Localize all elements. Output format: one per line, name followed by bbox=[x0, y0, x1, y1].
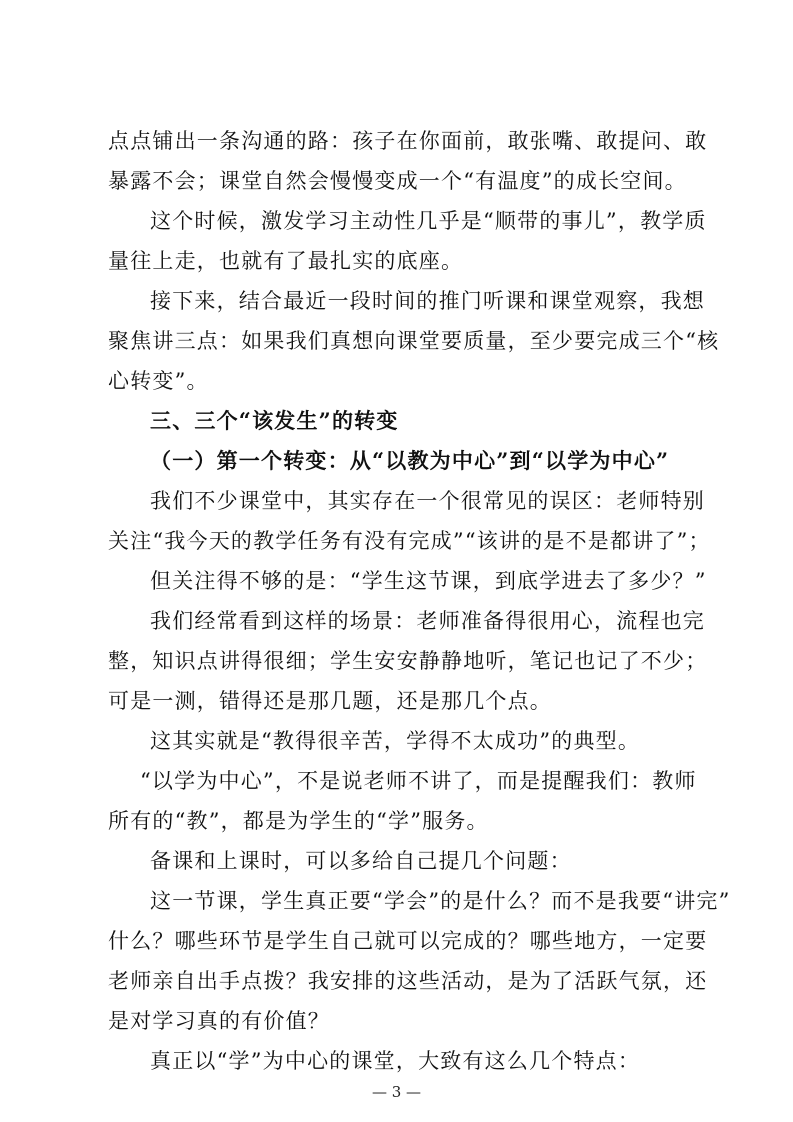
text-line: 老师亲自出手点拨？我安排的这些活动，是为了活跃气氛，还 bbox=[108, 969, 708, 993]
text-line: 真正以“学”为中心的课堂，大致有这么几个特点： bbox=[150, 1049, 641, 1073]
text-line: 这个时候，激发学习主动性几乎是“顺带的事儿”，教学质 bbox=[150, 209, 707, 233]
text-line: 什么？哪些环节是学生自己就可以完成的？哪些地方，一定要 bbox=[108, 929, 708, 953]
text-line: 这其实就是“教得很辛苦，学得不太成功”的典型。 bbox=[150, 729, 641, 753]
text-line: 是对学习真的有价值？ bbox=[108, 1009, 330, 1033]
section-heading: 三、三个“该发生”的转变 bbox=[150, 408, 399, 433]
text-line: 但关注得不够的是：“学生这节课，到底学进去了多少？” bbox=[150, 569, 707, 593]
text-line: 心转变”。 bbox=[108, 369, 209, 393]
text-line: 可是一测，错得还是那几题，还是那几个点。 bbox=[108, 689, 552, 713]
text-line: 我们经常看到这样的场景：老师准备得很用心，流程也完 bbox=[150, 609, 705, 633]
text-line: 量往上走，也就有了最扎实的底座。 bbox=[108, 249, 464, 273]
page-number: — 3 — bbox=[371, 1083, 422, 1101]
text-line: 这一节课，学生真正要“学会”的是什么？而不是我要“讲完” bbox=[150, 889, 731, 913]
text-line: 接下来，结合最近一段时间的推门听课和课堂观察，我想 bbox=[150, 289, 705, 313]
text-line: 整，知识点讲得很细；学生安安静静地听，笔记也记了不少； bbox=[108, 649, 708, 673]
text-line: “以学为中心”，不是说老师不讲了，而是提醒我们：教师 bbox=[140, 769, 697, 793]
text-line: 暴露不会；课堂自然会慢慢变成一个“有温度”的成长空间。 bbox=[108, 169, 687, 193]
text-line: 备课和上课时，可以多给自己提几个问题： bbox=[150, 849, 572, 873]
text-line: 点点铺出一条沟通的路：孩子在你面前，敢张嘴、敢提问、敢 bbox=[108, 129, 708, 153]
subsection-heading: （一）第一个转变：从“以教为中心”到“以学为中心” bbox=[150, 448, 670, 473]
text-line: 聚焦讲三点：如果我们真想向课堂要质量，至少要完成三个“核 bbox=[108, 329, 720, 353]
text-line: 我们不少课堂中，其实存在一个很常见的误区：老师特别 bbox=[150, 489, 705, 513]
text-line: 关注“我今天的教学任务有没有完成”“该讲的是不是都讲了”； bbox=[108, 529, 711, 553]
text-line: 所有的“教”，都是为学生的“学”服务。 bbox=[108, 809, 489, 833]
